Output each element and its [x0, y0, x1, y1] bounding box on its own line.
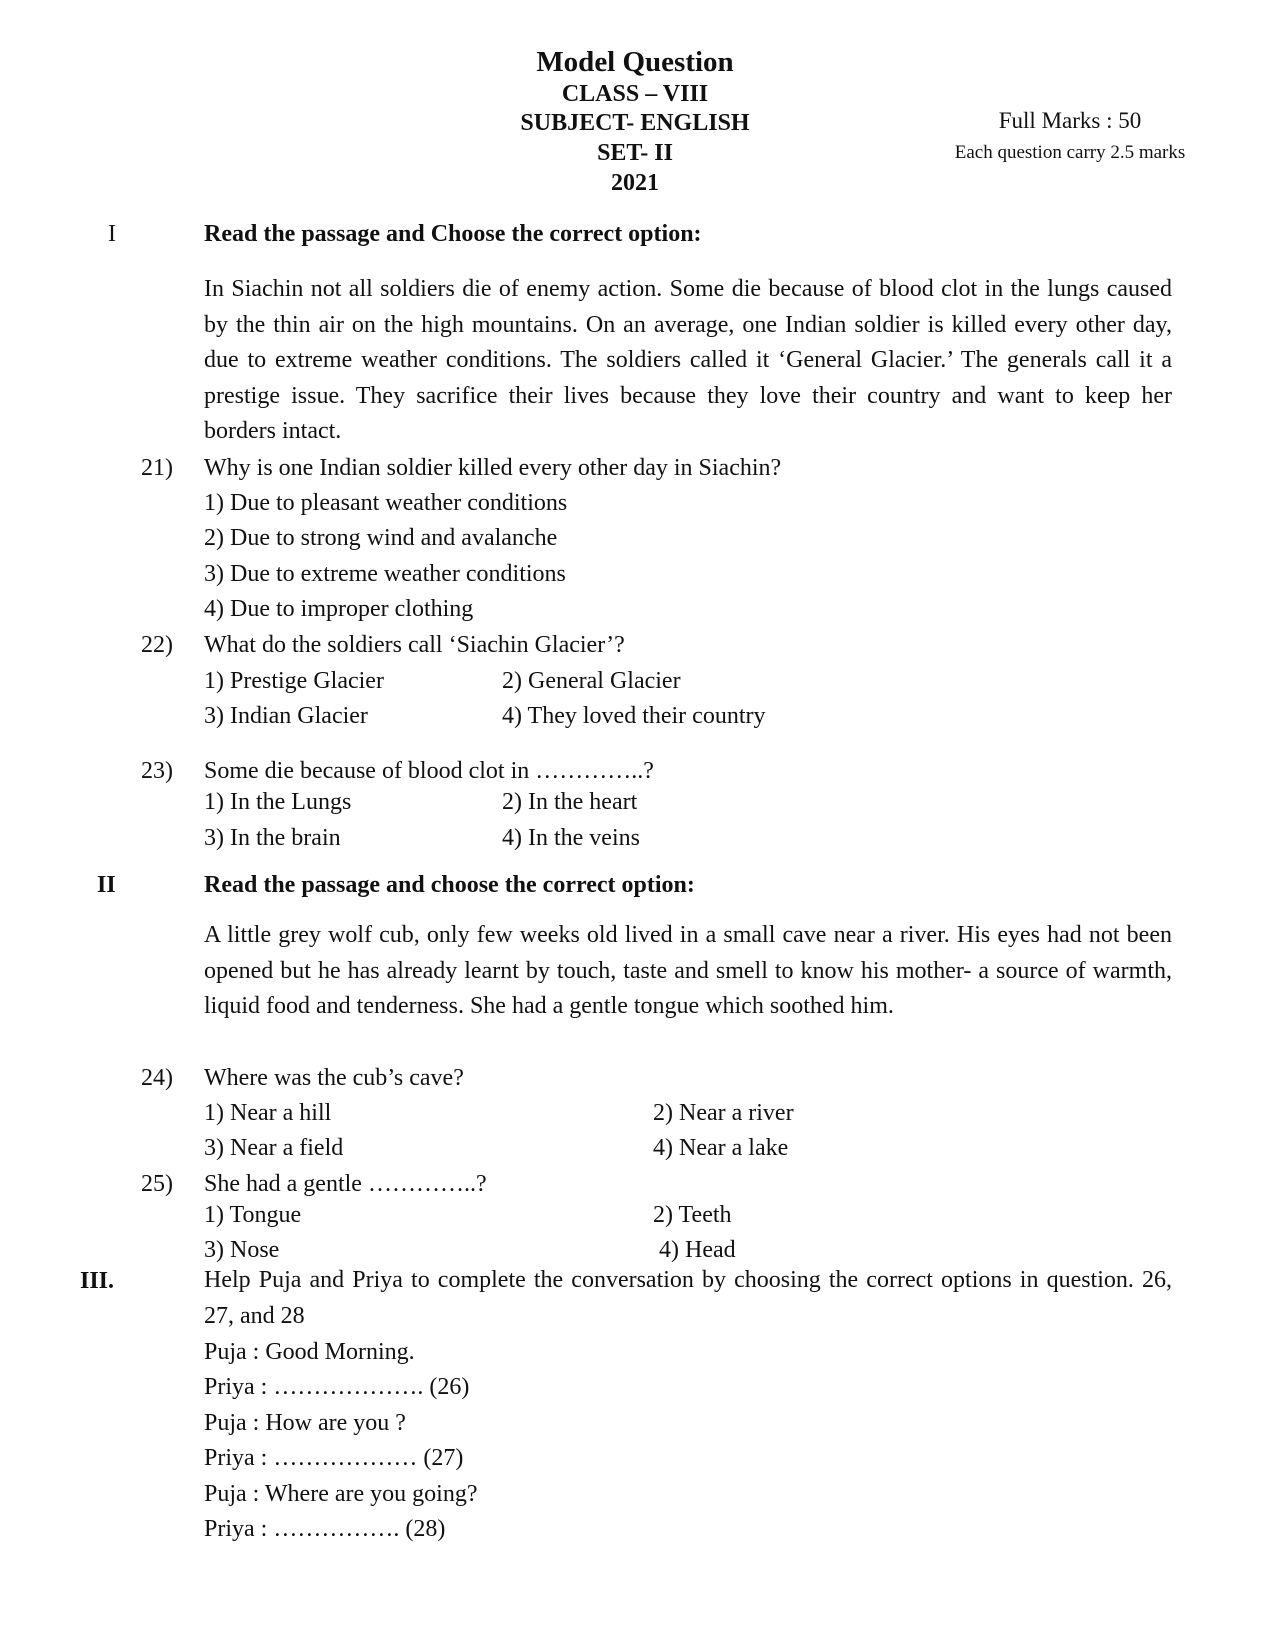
answer-option: 4) They loved their country: [502, 703, 766, 729]
answer-option: 4) Head: [659, 1237, 736, 1263]
conversation-line: Puja : Good Morning.: [204, 1339, 415, 1365]
year-line: 2021: [611, 170, 659, 196]
answer-option: 3) Due to extreme weather conditions: [204, 561, 566, 587]
question-text: What do the soldiers call ‘Siachin Glacier’?: [204, 632, 625, 658]
answer-option: 3) Near a field: [204, 1135, 344, 1161]
section-2-heading: Read the passage and choose the correct option:: [204, 872, 695, 898]
question-number: 23): [141, 758, 173, 784]
section-3-instruction: Help Puja and Priya to complete the conversation by choosing the correct options in question. 26, 27, and 28: [204, 1267, 1172, 1329]
answer-option: 3) Indian Glacier: [204, 703, 368, 729]
question-text: She had a gentle …………..?: [204, 1171, 487, 1197]
class-line: CLASS – VIII: [561, 81, 709, 107]
conversation-line: Priya : ………………. (26): [204, 1374, 470, 1400]
answer-option: 2) In the heart: [502, 789, 638, 815]
answer-option: 2) General Glacier: [502, 668, 681, 694]
page-title: Model Question: [536, 46, 734, 78]
question-text: Why is one Indian soldier killed every other day in Siachin?: [204, 455, 782, 481]
full-marks: Full Marks : 50: [998, 108, 1142, 133]
section-1-passage: In Siachin not all soldiers die of enemy action. Some die because of blood clot in the lungs caused by the thin air on the high mountains. On an average, one Indian soldier is killed every other day, due to extreme weather conditions. The soldiers called it ‘General Glacier.’ The generals call it a prestige issue. They sacrifice their lives because they love their country and want to keep her borders intact.: [204, 276, 1172, 444]
section-2-passage: A little grey wolf cub, only few weeks old lived in a small cave near a river. His eyes had not been opened but he has already learnt by touch, taste and smell to know his mother- a source of warmth, liquid food and tenderness. She had a gentle tongue which soothed him.: [204, 922, 1172, 1019]
answer-option: 4) Due to improper clothing: [204, 596, 474, 622]
marks-note: Each question carry 2.5 marks: [954, 142, 1186, 163]
answer-option: 2) Due to strong wind and avalanche: [204, 525, 558, 551]
conversation-line: Puja : How are you ?: [204, 1410, 406, 1436]
section-3-numeral: III.: [80, 1268, 115, 1294]
subject-line: SUBJECT- ENGLISH: [520, 110, 750, 136]
section-1-heading: Read the passage and Choose the correct option:: [204, 221, 702, 247]
answer-option: 1) Due to pleasant weather conditions: [204, 490, 568, 516]
conversation-line: Priya : ……………… (27): [204, 1445, 464, 1471]
section-2-numeral: II: [97, 872, 116, 898]
answer-option: 1) Prestige Glacier: [204, 668, 384, 694]
question-number: 21): [141, 455, 173, 481]
answer-option: 2) Near a river: [653, 1100, 794, 1126]
question-number: 22): [141, 632, 173, 658]
section-1-numeral: I: [108, 221, 116, 247]
answer-option: 1) Tongue: [204, 1202, 302, 1228]
answer-option: 4) Near a lake: [653, 1135, 789, 1161]
question-number: 25): [141, 1171, 173, 1197]
question-text: Some die because of blood clot in …………..?: [204, 758, 654, 784]
answer-option: 3) Nose: [204, 1237, 280, 1263]
answer-option: 4) In the veins: [502, 825, 640, 851]
conversation-line: Priya : ……………. (28): [204, 1516, 446, 1542]
question-number: 24): [141, 1065, 173, 1091]
answer-option: 3) In the brain: [204, 825, 341, 851]
answer-option: 2) Teeth: [653, 1202, 732, 1228]
answer-option: 1) Near a hill: [204, 1100, 332, 1126]
answer-option: 1) In the Lungs: [204, 789, 352, 815]
conversation-line: Puja : Where are you going?: [204, 1481, 478, 1507]
question-text: Where was the cub’s cave?: [204, 1065, 464, 1091]
set-line: SET- II: [597, 140, 673, 166]
